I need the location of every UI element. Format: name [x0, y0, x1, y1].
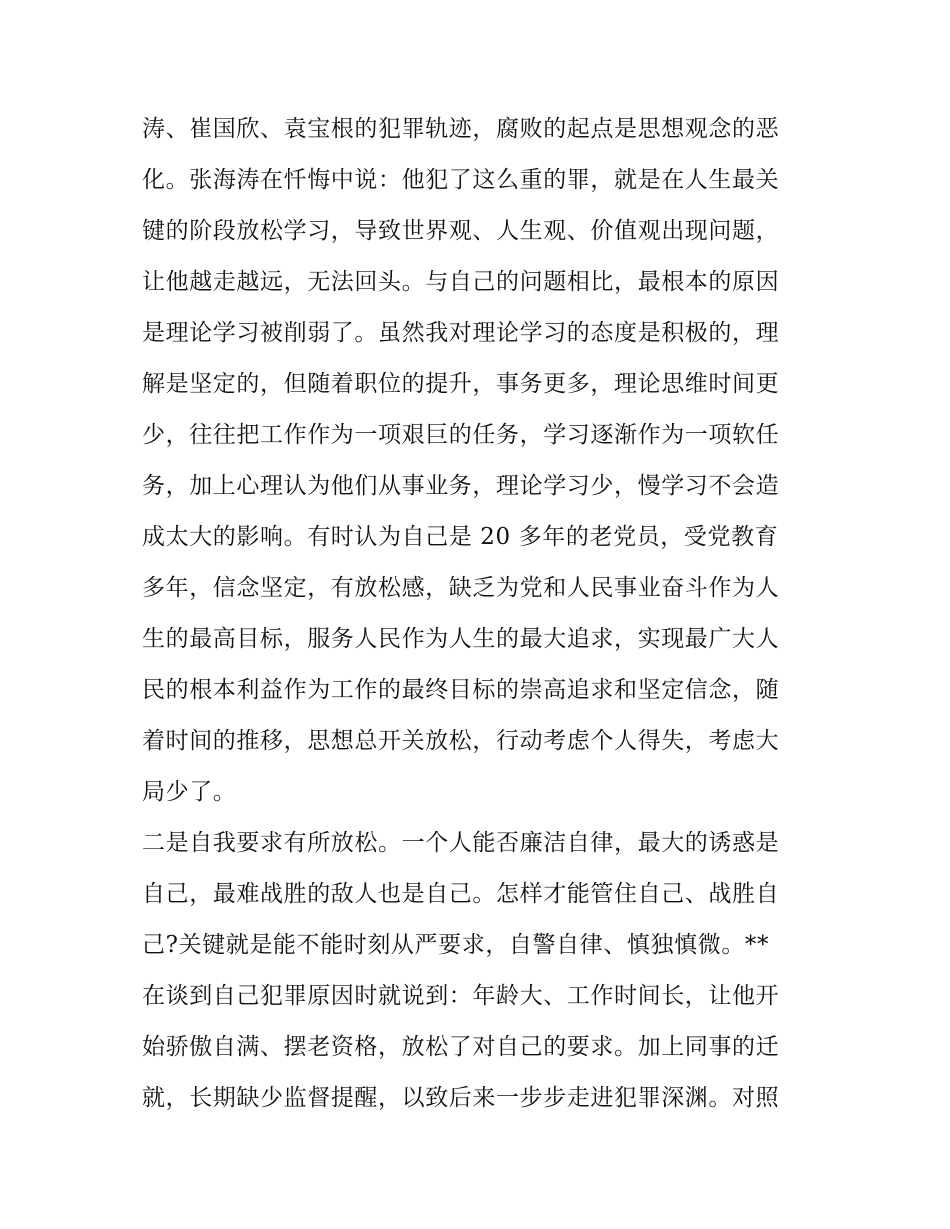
text-line: 务，加上心理认为他们从事业务，理论学习少，慢学习不会造 [142, 473, 780, 499]
text-line: 是理论学习被削弱了。虽然我对理论学习的态度是积极的，理 [142, 320, 780, 346]
text-line: 就，长期缺少监督提醒，以致后来一步步走进犯罪深渊。对照 [142, 1085, 780, 1111]
text-line: 成太大的影响。有时认为自己是 20 多年的老党员，受党教育 [142, 524, 779, 550]
text-line: 局少了。 [142, 779, 237, 805]
text-line: 己?关键就是能不能时刻从严要求，自警自律、慎独慎微。** [142, 932, 770, 958]
text-line: 在谈到自己犯罪原因时就说到：年龄大、工作时间长，让他开 [142, 983, 780, 1009]
text-line: 着时间的推移，思想总开关放松，行动考虑个人得失，考虑大 [142, 728, 780, 754]
text-line: 涛、崔国欣、袁宝根的犯罪轨迹，腐败的起点是思想观念的恶 [142, 116, 780, 142]
document-body [142, 104, 822, 1124]
text-line: 民的根本利益作为工作的最终目标的崇高追求和坚定信念，随 [142, 677, 780, 703]
text-line: 生的最高目标，服务人民作为人生的最大追求，实现最广大人 [142, 626, 780, 652]
text-line: 键的阶段放松学习，导致世界观、人生观、价值观出现问题， [142, 218, 780, 244]
text-line: 解是坚定的，但随着职位的提升，事务更多，理论思维时间更 [142, 371, 780, 397]
text-line: 始骄傲自满、摆老资格，放松了对自己的要求。加上同事的迁 [142, 1034, 780, 1060]
text-line: 自己，最难战胜的敌人也是自己。怎样才能管住自己、战胜自 [142, 881, 780, 907]
text-line: 多年，信念坚定，有放松感，缺乏为党和人民事业奋斗作为人 [142, 575, 780, 601]
text-line: 化。张海涛在忏悔中说：他犯了这么重的罪，就是在人生最关 [142, 167, 780, 193]
text-line: 少，往往把工作作为一项艰巨的任务，学习逐渐作为一项软任 [142, 422, 780, 448]
text-line: 让他越走越远，无法回头。与自己的问题相比，最根本的原因 [142, 269, 780, 295]
text-line: 二是自我要求有所放松。一个人能否廉洁自律，最大的诱惑是 [142, 830, 780, 856]
